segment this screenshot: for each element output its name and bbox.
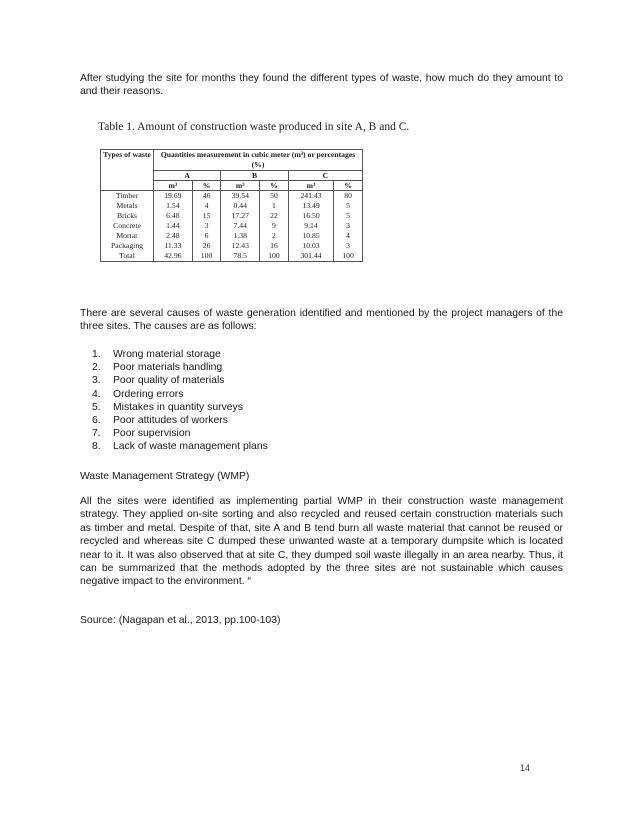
list-text: Poor materials handling bbox=[113, 362, 223, 374]
table-row bbox=[101, 231, 363, 241]
cell-a-pct: 46 bbox=[192, 191, 221, 202]
list-item bbox=[80, 388, 500, 401]
list-item bbox=[80, 361, 500, 374]
unit-header-a-m3: m³ bbox=[154, 181, 193, 191]
list-item bbox=[80, 374, 500, 387]
site-header-a: A bbox=[154, 171, 221, 181]
unit-header-c-pct: % bbox=[334, 181, 363, 191]
cell-b-pct: 9 bbox=[260, 221, 289, 231]
cell-c-pct: 5 bbox=[334, 201, 363, 211]
row-type: Total bbox=[101, 251, 154, 262]
cell-a-m3: 42.96 bbox=[154, 251, 193, 262]
cell-c-pct: 100 bbox=[334, 251, 363, 262]
site-header-b: B bbox=[221, 171, 288, 181]
table-row bbox=[101, 201, 363, 211]
waste-table bbox=[100, 149, 363, 262]
cell-b-pct: 22 bbox=[260, 211, 289, 221]
cell-a-m3: 6.48 bbox=[154, 211, 193, 221]
row-type: Mortar bbox=[101, 231, 154, 241]
list-number: 7. bbox=[92, 428, 101, 440]
cell-c-m3: 10.85 bbox=[288, 231, 333, 241]
cell-c-pct: 4 bbox=[334, 231, 363, 241]
list-text: Mistakes in quantity surveys bbox=[113, 401, 243, 413]
cell-a-m3: 11.33 bbox=[154, 241, 193, 251]
list-text: Poor attitudes of workers bbox=[113, 415, 228, 427]
list-number: 2. bbox=[92, 362, 101, 374]
list-text: Ordering errors bbox=[113, 388, 184, 400]
unit-header-b-m3: m³ bbox=[221, 181, 260, 191]
list-number: 5. bbox=[92, 401, 101, 413]
list-text: Wrong material storage bbox=[113, 349, 221, 360]
wmp-paragraph: All the sites were identified as implementing partial WMP in their construction waste management strategy. They applied on-site sorting and also recycled and reused certain construction materials such as timber and metal. Despite of that, site A and B tend burn all waste material that cannot be reused or recycled and whereas site C dumped these unwanted waste at a temporary dumpsite which is located near to it. It was also observed that at site C, they dumped soil waste illegally in an area nearby. Thus, it can be summarized that the methods adopted by the three sites are not sustainable which causes negative impact to the environment. “ bbox=[80, 496, 563, 588]
list-item bbox=[80, 401, 500, 414]
types-header: Types of waste bbox=[101, 150, 154, 191]
page-number: 14 bbox=[520, 763, 531, 773]
list-number: 6. bbox=[92, 415, 101, 427]
cell-b-m3: 0.44 bbox=[221, 201, 260, 211]
cell-c-m3: 13.49 bbox=[288, 201, 333, 211]
row-type: Timber bbox=[101, 191, 154, 202]
cell-c-m3: 241.43 bbox=[288, 191, 333, 202]
cell-b-m3: 39.54 bbox=[221, 191, 260, 202]
list-item bbox=[80, 440, 500, 453]
unit-header-b-pct: % bbox=[260, 181, 289, 191]
list-item bbox=[80, 348, 500, 361]
cell-b-pct: 1 bbox=[260, 201, 289, 211]
cell-a-pct: 100 bbox=[192, 251, 221, 262]
cell-a-pct: 26 bbox=[192, 241, 221, 251]
list-item bbox=[80, 427, 500, 440]
cell-b-m3: 12.43 bbox=[221, 241, 260, 251]
cell-a-pct: 15 bbox=[192, 211, 221, 221]
table-caption: Table 1. Amount of construction waste produced in site A, B and C. bbox=[98, 121, 410, 133]
cell-a-m3: 2.48 bbox=[154, 231, 193, 241]
row-type: Bricks bbox=[101, 211, 154, 221]
unit-header-c-m3: m³ bbox=[288, 181, 333, 191]
row-type: Concrete bbox=[101, 221, 154, 231]
causes-intro-paragraph: There are several causes of waste generation identified and mentioned by the project managers of the three sites. The causes are as follows: bbox=[80, 308, 563, 333]
cell-b-pct: 50 bbox=[260, 191, 289, 202]
cell-b-m3: 17.27 bbox=[221, 211, 260, 221]
site-header-c: C bbox=[288, 171, 362, 181]
row-type: Packaging bbox=[101, 241, 154, 251]
cell-c-pct: 3 bbox=[334, 221, 363, 231]
row-type: Metals bbox=[101, 201, 154, 211]
cell-c-m3: 301.44 bbox=[288, 251, 333, 262]
cell-b-pct: 100 bbox=[260, 251, 289, 262]
quantities-header: Quantities measurement in cubic meter (m³) or percentages (%) bbox=[154, 150, 363, 171]
intro-paragraph: After studying the site for months they found the different types of waste, how much do they amount to and their reasons. bbox=[80, 73, 563, 98]
cell-b-m3: 7.44 bbox=[221, 221, 260, 231]
cell-a-m3: 1.44 bbox=[154, 221, 193, 231]
cell-c-m3: 10.03 bbox=[288, 241, 333, 251]
list-number: 3. bbox=[92, 375, 101, 387]
cell-b-m3: 78.5 bbox=[221, 251, 260, 262]
cell-c-pct: 3 bbox=[334, 241, 363, 251]
causes-list bbox=[80, 348, 500, 454]
list-number: 8. bbox=[92, 441, 101, 453]
table-row bbox=[101, 241, 363, 251]
table-row-total bbox=[101, 251, 363, 262]
cell-a-pct: 4 bbox=[192, 201, 221, 211]
cell-c-pct: 5 bbox=[334, 211, 363, 221]
list-text: Poor supervision bbox=[113, 428, 191, 440]
list-number: 1. bbox=[92, 349, 101, 360]
cell-b-pct: 16 bbox=[260, 241, 289, 251]
cell-c-m3: 9.14 bbox=[288, 221, 333, 231]
source-citation: Source: (Nagapan et al., 2013, pp.100-103) bbox=[80, 615, 281, 626]
table-row bbox=[101, 211, 363, 221]
list-number: 4. bbox=[92, 388, 101, 400]
list-item bbox=[80, 414, 500, 427]
cell-a-pct: 6 bbox=[192, 231, 221, 241]
cell-a-m3: 19.69 bbox=[154, 191, 193, 202]
cell-b-m3: 1.38 bbox=[221, 231, 260, 241]
wmp-heading: Waste Management Strategy (WMP) bbox=[80, 471, 250, 482]
unit-header-a-pct: % bbox=[192, 181, 221, 191]
table-row bbox=[101, 221, 363, 231]
cell-b-pct: 2 bbox=[260, 231, 289, 241]
list-text: Lack of waste management plans bbox=[113, 441, 268, 453]
list-text: Poor quality of materials bbox=[113, 375, 225, 387]
cell-c-pct: 80 bbox=[334, 191, 363, 202]
cell-c-m3: 16.50 bbox=[288, 211, 333, 221]
cell-a-pct: 3 bbox=[192, 221, 221, 231]
cell-a-m3: 1.54 bbox=[154, 201, 193, 211]
table-row bbox=[101, 191, 363, 202]
